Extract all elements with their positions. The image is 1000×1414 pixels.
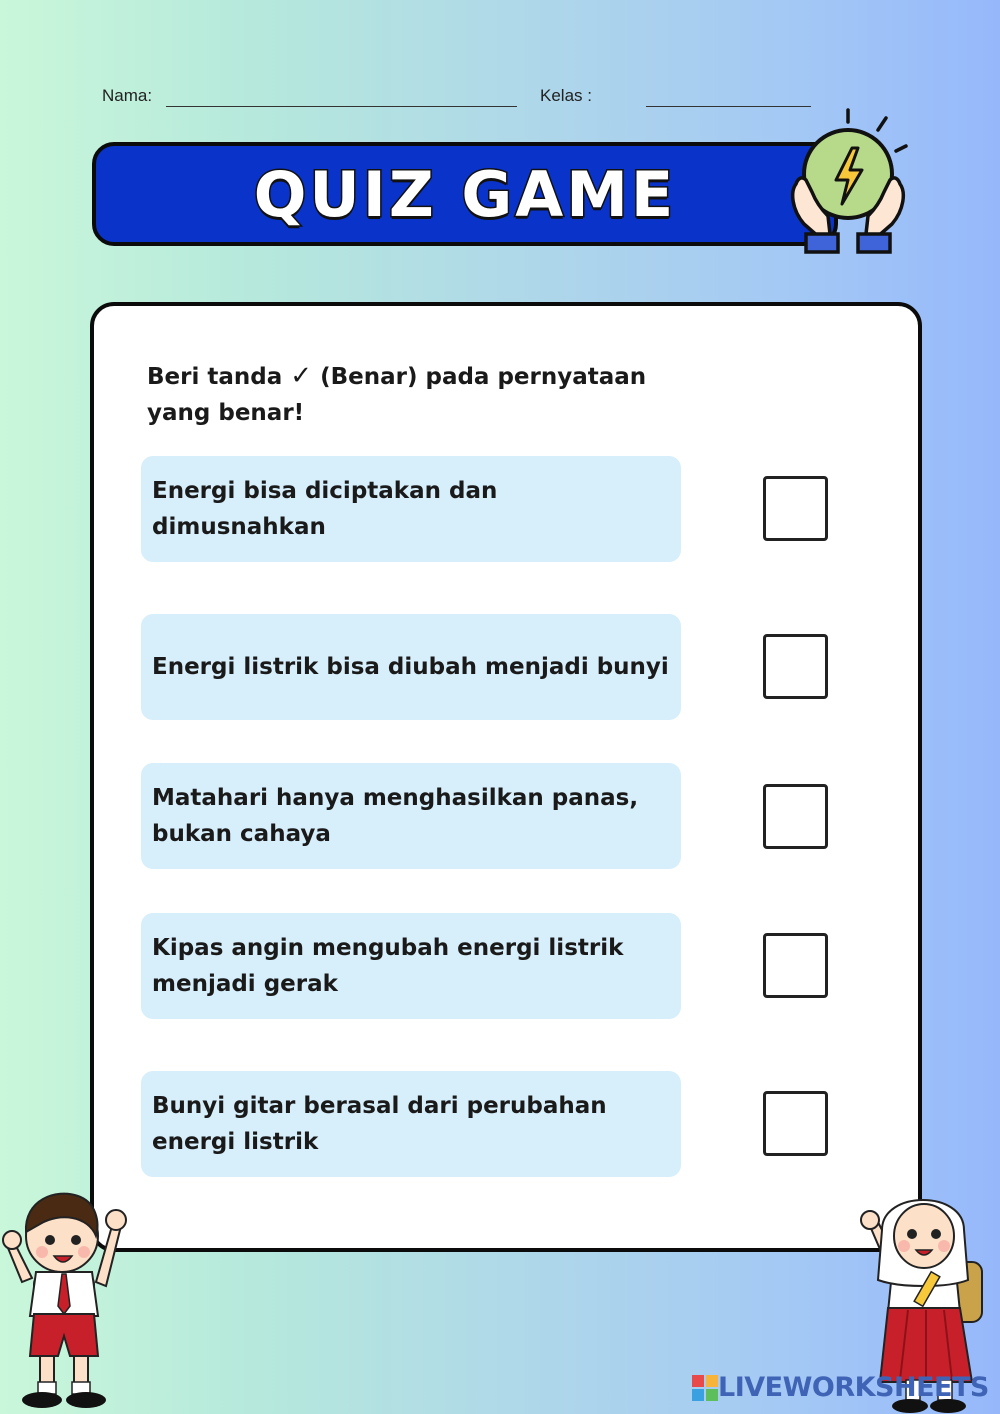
liveworksheets-logo-icon	[692, 1375, 718, 1401]
answer-checkbox-2[interactable]	[763, 634, 828, 699]
question-text: Matahari hanya menghasilkan panas, bukan cahaya	[152, 785, 639, 847]
answer-checkbox-4[interactable]	[763, 933, 828, 998]
liveworksheets-watermark	[692, 1372, 989, 1403]
question-text: Energi bisa diciptakan dan dimusnahkan	[152, 478, 498, 540]
lightning-bulb-hands-icon	[786, 106, 910, 258]
page-title: QUIZ GAME	[253, 157, 677, 231]
question-text: Bunyi gitar berasal dari perubahan energi listrik	[152, 1093, 607, 1155]
watermark-text: LIVEWORKSHEETS	[718, 1372, 989, 1403]
question-row-1	[141, 456, 681, 562]
checkmark-icon: ✓	[290, 361, 313, 391]
answer-checkbox-1[interactable]	[763, 476, 828, 541]
question-row-4	[141, 913, 681, 1019]
instruction-text	[147, 358, 687, 431]
question-row-5	[141, 1071, 681, 1177]
answer-checkbox-3[interactable]	[763, 784, 828, 849]
question-text: Kipas angin mengubah energi listrik menjadi gerak	[152, 935, 624, 997]
instruction-suffix: (Benar) pada pernyataan yang benar!	[147, 364, 647, 426]
answer-checkbox-5[interactable]	[763, 1091, 828, 1156]
question-text: Energi listrik bisa diubah menjadi bunyi	[152, 654, 669, 680]
class-label: Kelas :	[540, 86, 592, 105]
instruction-prefix: Beri tanda	[147, 364, 283, 390]
schoolboy-illustration	[0, 1186, 140, 1414]
name-field-line[interactable]	[166, 106, 517, 107]
question-row-3	[141, 763, 681, 869]
name-label: Nama:	[102, 86, 153, 105]
question-row-2	[141, 614, 681, 720]
